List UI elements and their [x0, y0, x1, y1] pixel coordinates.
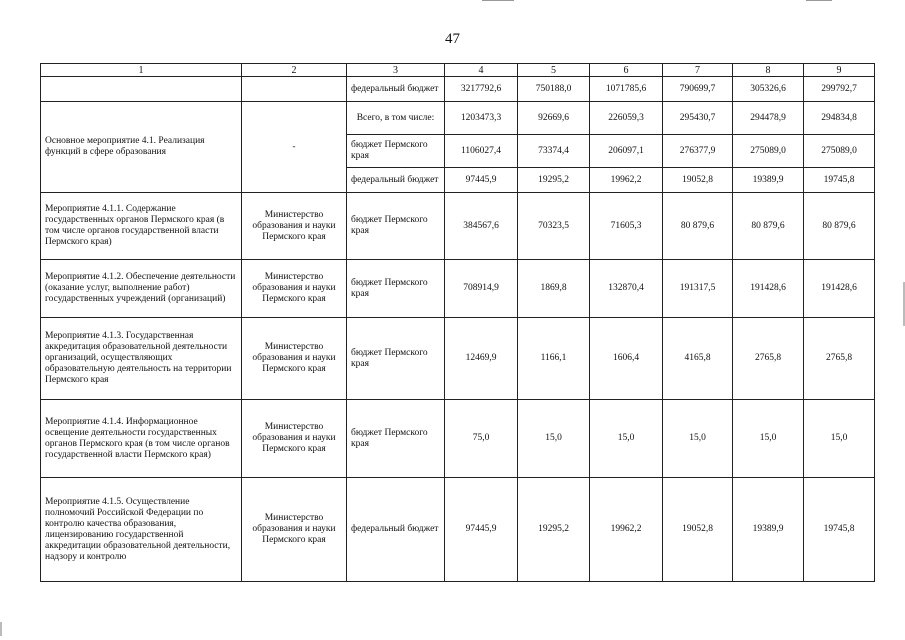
- amount-cell: 2765,8: [804, 318, 875, 400]
- table-row: [41, 478, 875, 582]
- executor-name: Министерство образования и науки Пермского края: [242, 318, 347, 400]
- executor-name: Министерство образования и науки Пермского края: [242, 260, 347, 318]
- column-number: 7: [663, 64, 733, 77]
- column-number: 6: [590, 64, 663, 77]
- amount-cell: 80 879,6: [663, 193, 733, 260]
- table-row: [41, 260, 875, 318]
- amount-cell: 19052,8: [663, 478, 733, 582]
- funding-source: бюджет Пермского края: [347, 318, 445, 400]
- amount-cell: 1606,4: [590, 318, 663, 400]
- amount-cell: 19962,2: [590, 478, 663, 582]
- amount-cell: 1166,1: [518, 318, 590, 400]
- column-number: 2: [242, 64, 347, 77]
- amount-cell: 19295,2: [518, 478, 590, 582]
- amount-cell: 97445,9: [445, 478, 518, 582]
- amount-cell: 15,0: [590, 400, 663, 478]
- amount-cell: 275089,0: [733, 135, 804, 168]
- table-row: [41, 400, 875, 478]
- funding-source: бюджет Пермского края: [347, 135, 445, 168]
- amount-cell: 295430,7: [663, 102, 733, 135]
- amount-cell: 191317,5: [663, 260, 733, 318]
- funding-source: бюджет Пермского края: [347, 400, 445, 478]
- amount-cell: 19389,9: [733, 478, 804, 582]
- amount-cell: 19052,8: [663, 168, 733, 193]
- amount-cell: 305326,6: [733, 77, 804, 102]
- amount-cell: 92669,6: [518, 102, 590, 135]
- amount-cell: 15,0: [733, 400, 804, 478]
- amount-cell: 71605,3: [590, 193, 663, 260]
- funding-source: федеральный бюджет: [347, 168, 445, 193]
- activity-name: Мероприятие 4.1.3. Государственная аккредитация образовательной деятельности организаций, осуществляющих образовательную деятельность на территории Пермского края: [41, 318, 242, 400]
- column-number: 1: [41, 64, 242, 77]
- executor-name: Министерство образования и науки Пермского края: [242, 478, 347, 582]
- activity-cell-empty: [41, 77, 242, 102]
- amount-cell: 19745,8: [804, 168, 875, 193]
- amount-cell: 4165,8: [663, 318, 733, 400]
- amount-cell: 294834,8: [804, 102, 875, 135]
- amount-cell: 790699,7: [663, 77, 733, 102]
- activity-name: Основное мероприятие 4.1. Реализация функций в сфере образования: [41, 102, 242, 193]
- amount-cell: 1071785,6: [590, 77, 663, 102]
- page-number: 47: [445, 31, 460, 47]
- activity-name: Мероприятие 4.1.1. Содержание государственных органов Пермского края (в том числе органов государственной власти Пермского края): [41, 193, 242, 260]
- amount-cell: 206097,1: [590, 135, 663, 168]
- amount-cell: 1106027,4: [445, 135, 518, 168]
- amount-cell: 1869,8: [518, 260, 590, 318]
- amount-cell: 384567,6: [445, 193, 518, 260]
- executor-name: Министерство образования и науки Пермского края: [242, 193, 347, 260]
- amount-cell: 750188,0: [518, 77, 590, 102]
- funding-source: бюджет Пермского края: [347, 260, 445, 318]
- top-rule-2: [806, 0, 832, 1]
- amount-cell: 75,0: [445, 400, 518, 478]
- executor-name: Министерство образования и науки Пермского края: [242, 400, 347, 478]
- amount-cell: 97445,9: [445, 168, 518, 193]
- amount-cell: 15,0: [518, 400, 590, 478]
- table-row: [41, 102, 875, 135]
- amount-cell: 12469,9: [445, 318, 518, 400]
- amount-cell: 70323,5: [518, 193, 590, 260]
- column-number: 5: [518, 64, 590, 77]
- column-number-row: [41, 64, 875, 77]
- table-row: [41, 318, 875, 400]
- executor-name: -: [242, 102, 347, 193]
- top-rule-1: [482, 0, 514, 1]
- activity-name: Мероприятие 4.1.2. Обеспечение деятельности (оказание услуг, выполнение работ) государственных учреждений (организаций): [41, 260, 242, 318]
- executor-cell-empty: [242, 77, 347, 102]
- funding-source: бюджет Пермского края: [347, 193, 445, 260]
- amount-cell: 15,0: [663, 400, 733, 478]
- amount-cell: 2765,8: [733, 318, 804, 400]
- funding-source: Всего, в том числе:: [347, 102, 445, 135]
- budget-table: [40, 63, 875, 582]
- amount-cell: 3217792,6: [445, 77, 518, 102]
- amount-cell: 276377,9: [663, 135, 733, 168]
- funding-source: федеральный бюджет: [347, 77, 445, 102]
- amount-cell: 294478,9: [733, 102, 804, 135]
- amount-cell: 708914,9: [445, 260, 518, 318]
- column-number: 3: [347, 64, 445, 77]
- column-number: 9: [804, 64, 875, 77]
- amount-cell: 191428,6: [733, 260, 804, 318]
- amount-cell: 19962,2: [590, 168, 663, 193]
- amount-cell: 19389,9: [733, 168, 804, 193]
- activity-name: Мероприятие 4.1.4. Информационное освещение деятельности государственных органов Пермского края (в том числе органов государственной власти Пермского края): [41, 400, 242, 478]
- amount-cell: 299792,7: [804, 77, 875, 102]
- column-number: 4: [445, 64, 518, 77]
- amount-cell: 191428,6: [804, 260, 875, 318]
- amount-cell: 132870,4: [590, 260, 663, 318]
- amount-cell: 15,0: [804, 400, 875, 478]
- left-edge-mark: [0, 622, 2, 636]
- table-row: [41, 193, 875, 260]
- amount-cell: 19745,8: [804, 478, 875, 582]
- amount-cell: 73374,4: [518, 135, 590, 168]
- amount-cell: 19295,2: [518, 168, 590, 193]
- amount-cell: 80 879,6: [733, 193, 804, 260]
- amount-cell: 80 879,6: [804, 193, 875, 260]
- funding-source: федеральный бюджет: [347, 478, 445, 582]
- table-row: [41, 77, 875, 102]
- amount-cell: 275089,0: [804, 135, 875, 168]
- column-number: 8: [733, 64, 804, 77]
- activity-name: Мероприятие 4.1.5. Осуществление полномочий Российской Федерации по контролю качества образования, лицензированию государственной аккредитации образовательной деятельности, надзору и контролю: [41, 478, 242, 582]
- amount-cell: 1203473,3: [445, 102, 518, 135]
- amount-cell: 226059,3: [590, 102, 663, 135]
